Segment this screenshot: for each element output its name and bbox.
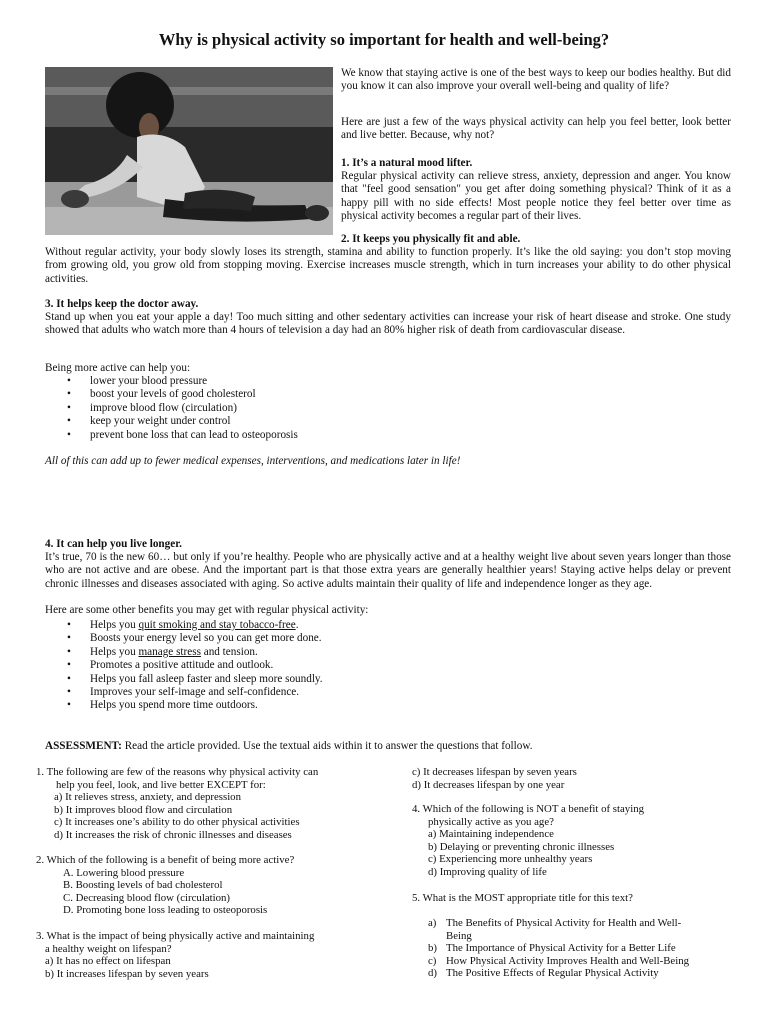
question-4: [412, 803, 644, 879]
section-3-list-intro: Being more active can help you:: [45, 362, 191, 374]
section-3-text: Stand up when you eat your apple a day! Too much sitting and other sedentary activities can increase your risk of heart disease and stroke. One study showed that adults who watch more than 4 hours of television a day had an 80% higher risk of death from cardiovascular disease.: [45, 311, 731, 337]
assessment-label: ASSESSMENT:: [45, 740, 122, 752]
answer-option[interactable]: C. Decreasing blood flow (circulation): [63, 891, 230, 904]
question-text: 2. Which of the following is a benefit of being more active?: [36, 854, 295, 866]
option-marker: b): [428, 942, 437, 955]
answer-option[interactable]: b) It improves blood flow and circulation: [54, 803, 233, 816]
answer-option[interactable]: c) It decreases lifespan by seven years: [412, 766, 577, 778]
option-text: The Importance of Physical Activity for a Better Life: [446, 942, 676, 955]
photo-illustration: [45, 67, 333, 235]
question-3: [36, 930, 314, 980]
section-1-heading: 1. It’s a natural mood lifter.: [341, 157, 473, 169]
list-item: • lower your blood pressure: [45, 375, 298, 388]
bullet-text: Helps you: [90, 619, 139, 631]
bullet-text: and tension.: [200, 645, 258, 658]
question-1: [36, 766, 318, 842]
answer-option[interactable]: b) Delaying or preventing chronic illnesses: [428, 840, 615, 853]
section-4-list-intro: Here are some other benefits you may get with regular physical activity:: [45, 604, 369, 616]
intro-paragraph-2: Here are just a few of the ways physical activity can help you feel better, look better and live better. Because, why not?: [341, 116, 731, 142]
answer-option[interactable]: d) Improving quality of life: [428, 865, 547, 878]
question-text: 5. What is the MOST appropriate title for this text?: [412, 892, 633, 904]
page-title: Why is physical activity so important for health and well-being?: [158, 30, 610, 49]
bullet-text: .: [295, 619, 299, 631]
option-marker: c): [428, 954, 437, 967]
list-item: • Improves your self-image and self-confidence.: [45, 686, 323, 699]
answer-option[interactable]: a) Maintaining independence: [428, 828, 554, 841]
quit-smoking-link[interactable]: quit smoking and stay tobacco-free: [138, 619, 296, 631]
answer-option[interactable]: [428, 967, 689, 980]
option-text: How Physical Activity Improves Health and Well-Being: [446, 954, 690, 967]
answer-option[interactable]: D. Promoting bone loss leading to osteoporosis: [63, 904, 268, 917]
section-4-text: It’s true, 70 is the new 60… but only if you’re healthy. People who are physically active and at a healthy weight live about seven years longer than those who are not active and are obese. And the important part is that those extra years are generally healthier years! Staying active helps delay or prevent chronic illnesses and diseases associated with aging. So active adults maintain their quality of life and independence longer as they age.: [45, 551, 731, 590]
answer-option[interactable]: c) It increases one’s ability to do other physical activities: [54, 816, 300, 829]
manage-stress-link[interactable]: manage stress: [138, 645, 201, 658]
question-text: 4. Which of the following is NOT a benefit of staying: [412, 803, 644, 815]
section-3-bullet-list: [45, 375, 298, 442]
list-item: • boost your levels of good cholesterol: [45, 388, 298, 401]
answer-option[interactable]: A. Lowering blood pressure: [63, 866, 185, 879]
option-text-continued: Being: [446, 929, 472, 942]
section-2-text: Without regular activity, your body slowly loses its strength, stamina and ability to function properly. It’s like the old saying: you don’t stop moving from growing old, you grow old from stopping moving. Exercise increases muscle strength, which in turn increases your ability to do other physical activities.: [45, 246, 731, 285]
option-marker: a): [428, 917, 437, 929]
question-text: 1. The following are few of the reasons why physical activity can: [36, 766, 319, 778]
option-text: The Benefits of Physical Activity for Health and Well-: [446, 917, 682, 929]
section-2-heading: 2. It keeps you physically fit and able.: [341, 233, 521, 245]
list-item: [45, 646, 323, 659]
answer-option[interactable]: [428, 955, 689, 968]
option-text: The Positive Effects of Regular Physical Activity: [446, 967, 659, 980]
answer-option[interactable]: [428, 917, 689, 930]
question-text: physically active as you age?: [428, 815, 554, 828]
answer-option[interactable]: a) It has no effect on lifespan: [45, 955, 171, 968]
section-3-heading: 3. It helps keep the doctor away.: [45, 298, 199, 310]
question-text: a healthy weight on lifespan?: [45, 942, 172, 955]
question-text: help you feel, look, and live better EXCEPT for:: [56, 778, 266, 791]
answer-option[interactable]: d) It decreases lifespan by one year: [412, 778, 565, 791]
question-5-options: [428, 917, 689, 980]
woman-stretching-photo: [45, 67, 333, 235]
list-item: • keep your weight under control: [45, 415, 298, 428]
intro-paragraph-1: We know that staying active is one of the best ways to keep our bodies healthy. But did you know it can also improve your overall well-being and quality of life?: [341, 67, 731, 93]
answer-option[interactable]: b) It increases lifespan by seven years: [45, 967, 209, 980]
list-item: • Helps you fall asleep faster and sleep more soundly.: [45, 673, 323, 686]
list-item: • Helps you spend more time outdoors.: [45, 699, 323, 712]
assessment-instructions: [45, 740, 533, 753]
assessment-text: Read the article provided. Use the textual aids within it to answer the questions that follow.: [121, 740, 533, 752]
question-text: 3. What is the impact of being physically active and maintaining: [36, 930, 315, 942]
section-3-closing: All of this can add up to fewer medical expenses, interventions, and medications later in life!: [45, 455, 461, 467]
list-item: • Promotes a positive attitude and outlook.: [45, 659, 323, 672]
list-item: • improve blood flow (circulation): [45, 402, 298, 415]
section-4-heading: 4. It can help you live longer.: [45, 538, 182, 550]
answer-option[interactable]: d) It increases the risk of chronic illnesses and diseases: [54, 828, 292, 841]
option-marker: d): [428, 967, 437, 980]
section-4-bullet-list: [45, 619, 323, 713]
list-item: • Boosts your energy level so you can get more done.: [45, 632, 323, 645]
question-5: [412, 892, 633, 905]
question-2: [36, 854, 294, 917]
answer-option[interactable]: [428, 942, 689, 955]
answer-option[interactable]: B. Boosting levels of bad cholesterol: [63, 879, 223, 892]
list-item: • prevent bone loss that can lead to osteoporosis: [45, 429, 298, 442]
question-3-continued: [412, 766, 577, 791]
answer-option[interactable]: a) It relieves stress, anxiety, and depression: [54, 791, 241, 804]
answer-option[interactable]: c) Experiencing more unhealthy years: [428, 853, 593, 866]
bullet-text: Helps you: [90, 645, 139, 658]
list-item: [45, 619, 323, 632]
section-1-text: Regular physical activity can relieve stress, anxiety, depression and anger. You know that "feel good sensation" you get after doing something physical? Think of it as a happy pill with no side effects! Most people notice they feel better over time as physical activity becomes a regular part of their lives.: [341, 170, 731, 223]
